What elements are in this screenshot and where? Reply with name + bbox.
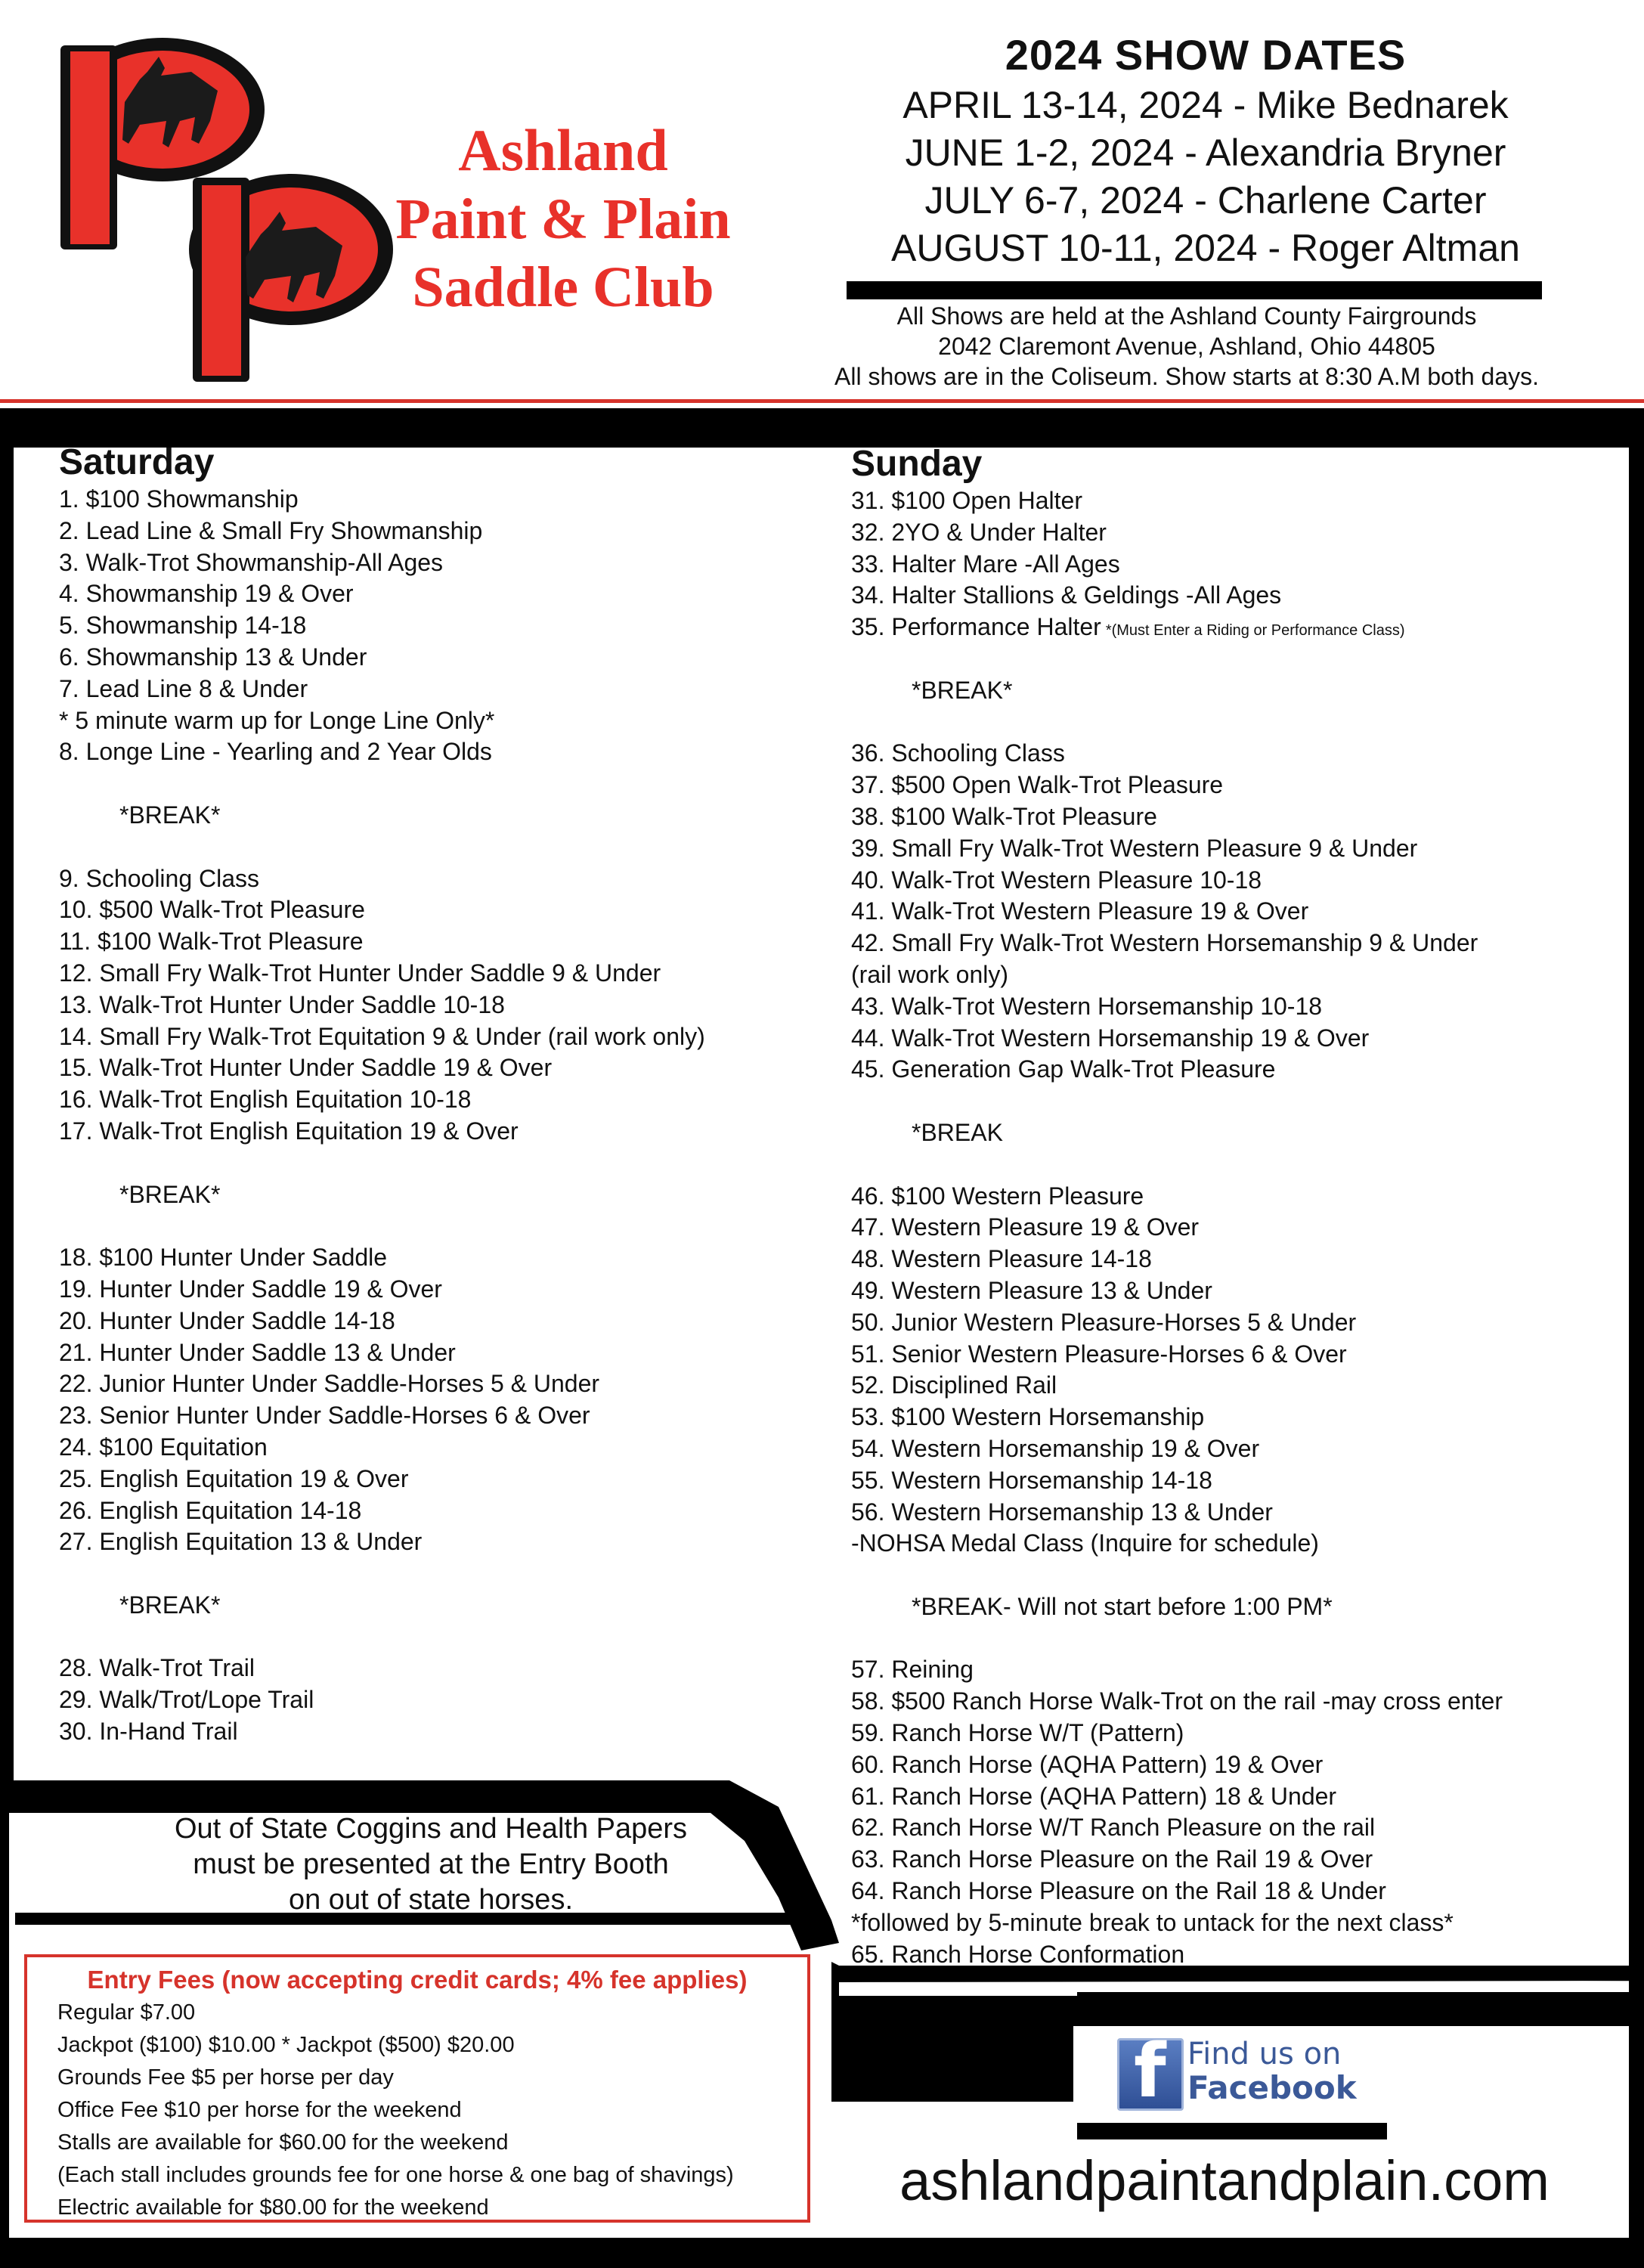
class-item [59, 863, 800, 895]
class-item [59, 894, 800, 926]
logo-line-3: Saddle Club [412, 256, 714, 319]
class-item-text: 24. $100 Equitation [59, 1433, 268, 1461]
class-item [851, 1433, 1607, 1465]
class-item [59, 1306, 800, 1337]
class-item-text: 23. Senior Hunter Under Saddle-Horses 6 & Over [59, 1402, 590, 1430]
coggins-line-3: on out of state horses. [288, 1884, 573, 1916]
class-item [59, 1021, 800, 1053]
class-item-text: 57. Reining [851, 1656, 974, 1684]
show-date-1: APRIL 13-14, 2024 - Mike Bednarek [902, 84, 1509, 126]
break-marker [851, 1591, 1607, 1623]
class-item [59, 1052, 800, 1084]
saturday-column [59, 442, 800, 1748]
divider [847, 281, 1542, 299]
saturday-class-list [59, 484, 800, 1748]
sunday-column [851, 443, 1607, 1970]
fee-line: (Each stall includes grounds fee for one horse & one bag of shavings) [57, 2163, 734, 2187]
class-item [851, 1528, 1607, 1560]
class-item-text: 35. Performance Halter [851, 613, 1101, 641]
class-item-text: 42. Small Fry Walk-Trot Western Horsemanship 9 & Under [851, 929, 1478, 957]
spacer [59, 1622, 800, 1653]
class-item-text: 25. English Equitation 19 & Over [59, 1464, 409, 1492]
sunday-class-list [851, 485, 1607, 1970]
class-item [851, 1749, 1607, 1781]
fee-line: Stalls are available for $60.00 for the weekend [57, 2130, 509, 2155]
class-item-text: *BREAK* [912, 676, 1013, 704]
class-item [851, 1244, 1607, 1275]
class-item [59, 705, 800, 737]
class-item [851, 959, 1607, 991]
class-item-text: 27. English Equitation 13 & Under [59, 1528, 423, 1556]
website-link[interactable]: ashlandpaintandplain.com [899, 2149, 1550, 2212]
class-item [59, 736, 800, 768]
class-item-text: 51. Senior Western Pleasure-Horses 6 & Over [851, 1340, 1347, 1368]
class-item-text: *BREAK- Will not start before 1:00 PM* [912, 1592, 1333, 1620]
class-item-text: 5. Showmanship 14-18 [59, 612, 307, 640]
class-item [851, 1307, 1607, 1339]
class-item-text: 61. Ranch Horse (AQHA Pattern) 18 & Under [851, 1782, 1337, 1810]
red-divider [0, 399, 1644, 403]
class-item [851, 1497, 1607, 1529]
spacer [59, 768, 800, 800]
class-item-text: 3. Walk-Trot Showmanship-All Ages [59, 548, 444, 576]
class-item-text: 46. $100 Western Pleasure [851, 1182, 1144, 1210]
class-item-text: 62. Ranch Horse W/T Ranch Pleasure on the rail [851, 1814, 1376, 1842]
class-item-text: 47. Western Pleasure 19 & Over [851, 1213, 1200, 1241]
class-item [59, 1716, 800, 1748]
class-item-text: 48. Western Pleasure 14-18 [851, 1245, 1152, 1273]
class-item [851, 1212, 1607, 1244]
class-item [851, 1781, 1607, 1813]
class-item [851, 833, 1607, 865]
class-item-text: 20. Hunter Under Saddle 14-18 [59, 1306, 395, 1334]
class-item [59, 1084, 800, 1116]
class-item [59, 990, 800, 1021]
class-item-text: 60. Ranch Horse (AQHA Pattern) 19 & Over [851, 1750, 1324, 1778]
class-item [59, 1432, 800, 1464]
class-item-text: 29. Walk/Trot/Lope Trail [59, 1686, 314, 1714]
saturday-heading: Saturday [59, 442, 215, 482]
class-item [59, 674, 800, 705]
spacer [59, 1558, 800, 1590]
class-item [851, 1654, 1607, 1686]
class-item-text: 17. Walk-Trot English Equitation 19 & Over [59, 1117, 519, 1145]
class-item [851, 1339, 1607, 1371]
facebook-f-glyph: f [1134, 2028, 1166, 2115]
class-item [59, 1116, 800, 1148]
class-item-text: 13. Walk-Trot Hunter Under Saddle 10-18 [59, 990, 505, 1018]
class-item-text: 4. Showmanship 19 & Over [59, 580, 354, 608]
facebook-find-us[interactable]: Find us on [1187, 2037, 1342, 2071]
class-item-text: 18. $100 Hunter Under Saddle [59, 1244, 388, 1272]
class-item-text: 21. Hunter Under Saddle 13 & Under [59, 1338, 456, 1366]
class-item [59, 516, 800, 547]
break-marker [851, 675, 1607, 707]
spacer [59, 1148, 800, 1179]
logo-line-2: Paint & Plain [395, 187, 731, 251]
fee-line: Grounds Fee $5 per horse per day [57, 2065, 394, 2090]
fee-line: Electric available for $80.00 for the weekend [57, 2195, 489, 2220]
class-item [851, 1844, 1607, 1876]
spacer [851, 1560, 1607, 1591]
logo-line-1: Ashland [458, 117, 668, 183]
class-item [851, 612, 1607, 643]
class-item [851, 1812, 1607, 1844]
class-item [59, 1242, 800, 1274]
class-item-text: *followed by 5-minute break to untack for the next class* [851, 1908, 1454, 1936]
class-item [59, 958, 800, 990]
class-item [851, 1939, 1607, 1971]
class-item [851, 991, 1607, 1023]
logo-p-bottom [189, 174, 393, 382]
spacer [851, 1086, 1607, 1117]
class-item-text: *BREAK* [119, 1180, 221, 1208]
class-item [851, 738, 1607, 770]
class-item-text: 45. Generation Gap Walk-Trot Pleasure [851, 1055, 1276, 1083]
break-marker [59, 1590, 800, 1622]
class-item-text: 52. Disciplined Rail [851, 1371, 1057, 1399]
class-item-text: 6. Showmanship 13 & Under [59, 643, 367, 671]
class-item [59, 642, 800, 674]
class-item [59, 1368, 800, 1400]
coggins-line-1: Out of State Coggins and Health Papers [174, 1813, 688, 1845]
class-item [59, 1400, 800, 1432]
spacer [59, 832, 800, 863]
class-item-text: (rail work only) [851, 960, 1009, 988]
class-item [851, 485, 1607, 517]
class-item-text: *BREAK* [119, 801, 221, 829]
class-item [851, 549, 1607, 581]
class-item [851, 1402, 1607, 1433]
class-item-text: 8. Longe Line - Yearling and 2 Year Olds [59, 738, 492, 766]
class-item-text: 9. Schooling Class [59, 864, 260, 892]
class-item-text: 64. Ranch Horse Pleasure on the Rail 18 & Under [851, 1877, 1386, 1905]
class-item-note: *(Must Enter a Riding or Performance Class) [1105, 622, 1405, 640]
class-item-text: 58. $500 Ranch Horse Walk-Trot on the rail -may cross enter [851, 1687, 1503, 1715]
class-item-text: 36. Schooling Class [851, 739, 1065, 767]
spacer [851, 1149, 1607, 1181]
show-date-2: JUNE 1-2, 2024 - Alexandria Bryner [905, 132, 1506, 174]
class-item [59, 926, 800, 958]
coggins-notice [106, 1811, 756, 1918]
class-item [851, 1465, 1607, 1497]
class-item-text: 28. Walk-Trot Trail [59, 1654, 255, 1682]
class-item [59, 547, 800, 579]
class-item [851, 928, 1607, 959]
class-item [59, 578, 800, 610]
class-item-text: 34. Halter Stallions & Geldings -All Ages [851, 581, 1282, 609]
class-item-text: *BREAK* [119, 1591, 221, 1619]
entry-fees-box [24, 1954, 810, 2223]
class-item-text: 54. Western Horsemanship 19 & Over [851, 1434, 1260, 1462]
fee-line: Jackpot ($100) $10.00 * Jackpot ($500) $20.00 [57, 2033, 515, 2057]
class-item-text: 26. English Equitation 14-18 [59, 1496, 362, 1524]
facebook-link[interactable]: Facebook [1187, 2069, 1357, 2106]
class-item [851, 1718, 1607, 1749]
show-dates-title: 2024 SHOW DATES [1005, 31, 1407, 79]
class-item-text: 55. Western Horsemanship 14-18 [851, 1466, 1212, 1494]
class-item-text: 50. Junior Western Pleasure-Horses 5 & Under [851, 1308, 1357, 1336]
spacer [59, 1210, 800, 1242]
class-item-text: 65. Ranch Horse Conformation [851, 1940, 1185, 1968]
class-item [851, 1054, 1607, 1086]
class-item [59, 1526, 800, 1558]
coggins-line-2: must be presented at the Entry Booth [193, 1848, 669, 1880]
class-item [851, 896, 1607, 928]
class-item-text: 53. $100 Western Horsemanship [851, 1403, 1205, 1431]
spacer [851, 643, 1607, 675]
class-item [851, 580, 1607, 612]
class-item-text: 22. Junior Hunter Under Saddle-Horses 5 & Under [59, 1370, 600, 1398]
class-item-text: 49. Western Pleasure 13 & Under [851, 1276, 1212, 1304]
class-item-text: 7. Lead Line 8 & Under [59, 674, 308, 702]
class-item-text: 31. $100 Open Halter [851, 487, 1082, 514]
class-item [59, 610, 800, 642]
class-item-text: 32. 2YO & Under Halter [851, 518, 1107, 546]
class-item [851, 1370, 1607, 1402]
class-item-text: 12. Small Fry Walk-Trot Hunter Under Saddle 9 & Under [59, 959, 661, 987]
spacer [851, 1623, 1607, 1655]
club-logo [42, 30, 760, 393]
venue-info [756, 301, 1618, 392]
class-item [851, 1023, 1607, 1055]
class-item-text: -NOHSA Medal Class (Inquire for schedule) [851, 1529, 1319, 1557]
class-item-text: 41. Walk-Trot Western Pleasure 19 & Over [851, 897, 1309, 925]
class-item-text: 39. Small Fry Walk-Trot Western Pleasure 9 & Under [851, 834, 1418, 862]
break-marker [851, 1117, 1607, 1149]
entry-fees-title: Entry Fees (now accepting credit cards; 4% fee applies) [87, 1966, 748, 1994]
class-item-text: 14. Small Fry Walk-Trot Equitation 9 & Under (rail work only) [59, 1022, 705, 1050]
class-item [59, 1684, 800, 1716]
class-item-text: 56. Western Horsemanship 13 & Under [851, 1498, 1273, 1526]
spacer [851, 707, 1607, 739]
class-item-text: 37. $500 Open Walk-Trot Pleasure [851, 771, 1224, 799]
class-item [851, 1876, 1607, 1907]
class-item-text: 43. Walk-Trot Western Horsemanship 10-18 [851, 992, 1323, 1020]
class-item [851, 865, 1607, 897]
class-item [851, 1686, 1607, 1718]
divider [1077, 2123, 1387, 2139]
class-item-text: 16. Walk-Trot English Equitation 10-18 [59, 1086, 472, 1114]
class-item-text: 1. $100 Showmanship [59, 485, 299, 513]
venue-line-1: All Shows are held at the Ashland County Fairgrounds [896, 302, 1477, 330]
class-item-text: 10. $500 Walk-Trot Pleasure [59, 896, 365, 924]
class-item [851, 517, 1607, 549]
show-date-3: JULY 6-7, 2024 - Charlene Carter [924, 179, 1487, 222]
class-item [851, 1181, 1607, 1213]
class-item-text: 44. Walk-Trot Western Horsemanship 19 & Over [851, 1024, 1370, 1052]
class-item [59, 1337, 800, 1369]
fee-line: Office Fee $10 per horse for the weekend [57, 2098, 462, 2122]
class-item [851, 770, 1607, 801]
class-item-text: 38. $100 Walk-Trot Pleasure [851, 802, 1157, 830]
show-dates-block [794, 29, 1618, 272]
class-item-text: 33. Halter Mare -All Ages [851, 550, 1120, 578]
class-item-text: 59. Ranch Horse W/T (Pattern) [851, 1719, 1184, 1747]
class-item [851, 801, 1607, 833]
class-item-text: 2. Lead Line & Small Fry Showmanship [59, 516, 483, 544]
class-item [851, 1907, 1607, 1939]
class-item [59, 1495, 800, 1527]
class-item-text: 11. $100 Walk-Trot Pleasure [59, 928, 364, 956]
class-item-text: *BREAK [912, 1118, 1003, 1146]
class-item [59, 1464, 800, 1495]
class-item-text: * 5 minute warm up for Longe Line Only* [59, 706, 495, 734]
sunday-heading: Sunday [851, 444, 983, 484]
class-item [851, 1275, 1607, 1307]
show-date-4: AUGUST 10-11, 2024 - Roger Altman [891, 227, 1520, 269]
class-item-text: 63. Ranch Horse Pleasure on the Rail 19 & Over [851, 1845, 1373, 1873]
class-item-text: 19. Hunter Under Saddle 19 & Over [59, 1275, 442, 1303]
class-item-text: 15. Walk-Trot Hunter Under Saddle 19 & Over [59, 1054, 553, 1082]
break-marker [59, 1179, 800, 1211]
venue-line-3: All shows are in the Coliseum. Show starts at 8:30 A.M both days. [834, 363, 1539, 390]
venue-line-2: 2042 Claremont Avenue, Ashland, Ohio 44805 [938, 333, 1435, 360]
class-item-text: 40. Walk-Trot Western Pleasure 10-18 [851, 866, 1262, 894]
class-item-text: 30. In-Hand Trail [59, 1718, 238, 1746]
fee-line: Regular $7.00 [57, 2000, 196, 2025]
class-item [59, 1653, 800, 1684]
class-item [59, 484, 800, 516]
break-marker [59, 800, 800, 832]
class-item [59, 1274, 800, 1306]
